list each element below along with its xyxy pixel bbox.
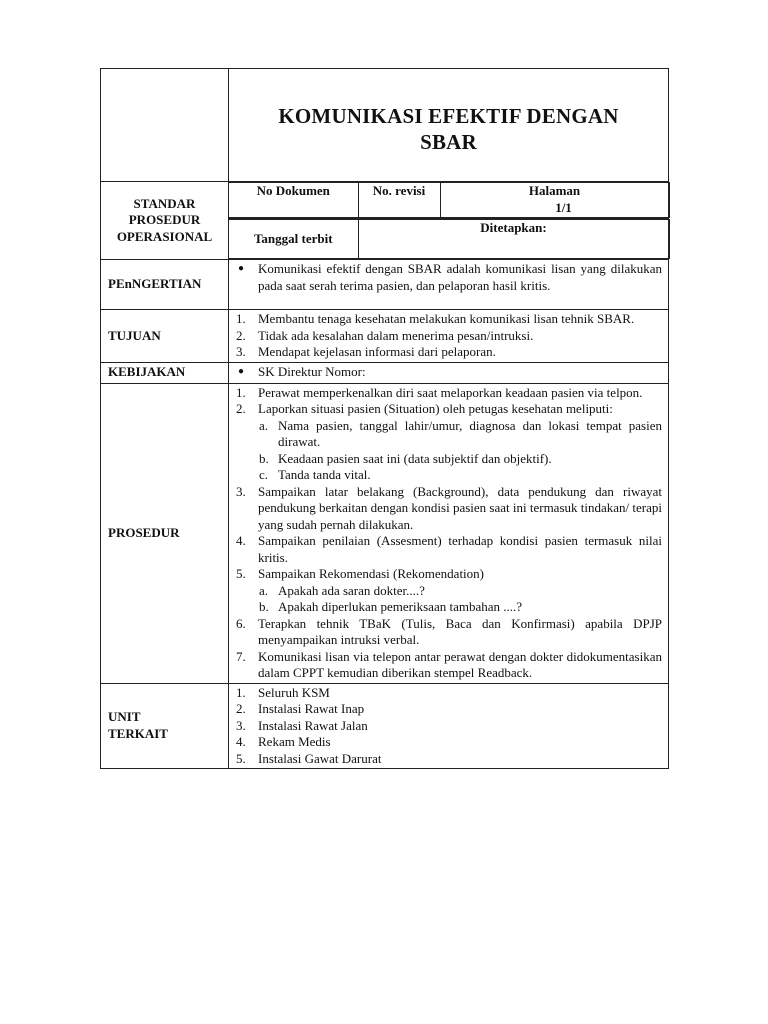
- doc-info-table: [229, 182, 670, 218]
- tujuan-item: 3. Mendapat kejelasan informasi dari pelaporan.: [236, 344, 496, 359]
- unit-item: 4. Rekam Medis: [236, 734, 331, 749]
- bullet-icon: ●: [238, 365, 245, 377]
- logo-cell: [101, 69, 229, 182]
- unit-item: 2. Instalasi Rawat Inap: [236, 701, 365, 716]
- prosedur-item: 5. Sampaikan Rekomendasi (Rekomendation): [236, 566, 485, 581]
- tujuan-content: [229, 310, 669, 363]
- halaman-label: Halaman: [528, 183, 581, 198]
- title-line-2: SBAR: [420, 130, 477, 154]
- prosedur-item: 7. Komunikasi lisan via telepon antar perawat dengan dokter didokumentasikan dalam CPPT kemudian diberikan stempel Readback.: [236, 648, 662, 680]
- unit-item: 1. Seluruh KSM: [236, 684, 330, 700]
- prosedur-item: 1. Perawat memperkenalkan diri saat melaporkan keadaan pasien via telpon.: [236, 384, 643, 400]
- prosedur-item: 4. Sampaikan penilaian (Assesment) terhadap kondisi pasien termasuk nilai kritis.: [236, 533, 662, 565]
- unit-terkait-label: UNIT TERKAIT: [101, 683, 229, 769]
- tujuan-item: 2. Tidak ada kesalahan dalam menerima pesan/intruksi.: [236, 327, 534, 343]
- document-title: [278, 95, 618, 155]
- prosedur-subitem: b. Apakah diperlukan pemeriksaan tambahan ....?: [259, 599, 523, 614]
- prosedur-label: PROSEDUR: [101, 383, 229, 683]
- halaman-value: 1/1: [555, 199, 572, 215]
- sop-document-table: [100, 68, 669, 769]
- prosedur-row: [101, 383, 669, 683]
- pengertian-label: PEnNGERTIAN: [101, 260, 229, 310]
- sop-label-line-3: OPERASIONAL: [116, 228, 213, 244]
- bullet-icon: ●: [238, 263, 245, 274]
- halaman-cell: [440, 183, 669, 218]
- tanggal-terbit-label: Tanggal terbit: [229, 220, 358, 259]
- unit-terkait-content: [229, 683, 669, 769]
- prosedur-content: [229, 383, 669, 683]
- prosedur-item: 6. Terapkan tehnik TBaK (Tulis, Baca dan Konfirmasi) apabila DPJP menyampaikan intruksi verbal.: [236, 615, 662, 647]
- ditetapkan-label: Ditetapkan:: [358, 220, 669, 259]
- pengertian-content: [229, 260, 669, 310]
- sop-label-line-2: PROSEDUR: [128, 212, 201, 228]
- prosedur-subitem: a. Nama pasien, tanggal lahir/umur, diagnosa dan lokasi tempat pasien dirawat.: [259, 417, 662, 449]
- kebijakan-content: [229, 362, 669, 383]
- title-row: [101, 69, 669, 182]
- tujuan-row: [101, 310, 669, 363]
- prosedur-subitem: b. Keadaan pasien saat ini (data subjektif dan objektif).: [259, 450, 552, 466]
- title-cell: [229, 69, 669, 182]
- pengertian-item: ● Komunikasi efektif dengan SBAR adalah komunikasi lisan yang dilakukan pada saat serah terima pasien, dan pelaporan hasil kritis.: [238, 261, 662, 293]
- kebijakan-row: [101, 362, 669, 383]
- tanggal-cell: [229, 219, 669, 260]
- unit-item: 5. Instalasi Gawat Darurat: [236, 750, 382, 766]
- no-dokumen-label: No Dokumen: [229, 183, 358, 218]
- doc-info-cell: [229, 182, 669, 219]
- sop-label-line-1: STANDAR: [133, 195, 196, 211]
- pengertian-row: [101, 260, 669, 310]
- prosedur-item: 3. Sampaikan latar belakang (Background), data pendukung dan riwayat pendukung berkaitan dengan kondisi pasien saat ini termasuk tindakan/ terapi yang sudah pernah dilakukan.: [236, 483, 662, 532]
- unit-item: 3. Instalasi Rawat Jalan: [236, 717, 368, 733]
- title-line-1: KOMUNIKASI EFEKTIF DENGAN: [278, 104, 619, 128]
- sop-header-row: [101, 182, 669, 219]
- prosedur-item: 2. Laporkan situasi pasien (Situation) oleh petugas kesehatan meliputi:: [236, 401, 613, 416]
- kebijakan-item: ● SK Direktur Nomor:: [238, 363, 366, 379]
- no-revisi-label: No. revisi: [358, 183, 440, 218]
- tanggal-table: [229, 219, 670, 259]
- sop-label-cell: [101, 182, 229, 260]
- tujuan-label: TUJUAN: [101, 310, 229, 363]
- prosedur-subitem: c. Tanda tanda vital.: [259, 467, 371, 482]
- kebijakan-label: KEBIJAKAN: [101, 362, 229, 383]
- unit-terkait-row: [101, 683, 669, 769]
- prosedur-subitem: a. Apakah ada saran dokter....?: [259, 582, 425, 598]
- tujuan-item: 1. Membantu tenaga kesehatan melakukan komunikasi lisan tehnik SBAR.: [236, 311, 635, 326]
